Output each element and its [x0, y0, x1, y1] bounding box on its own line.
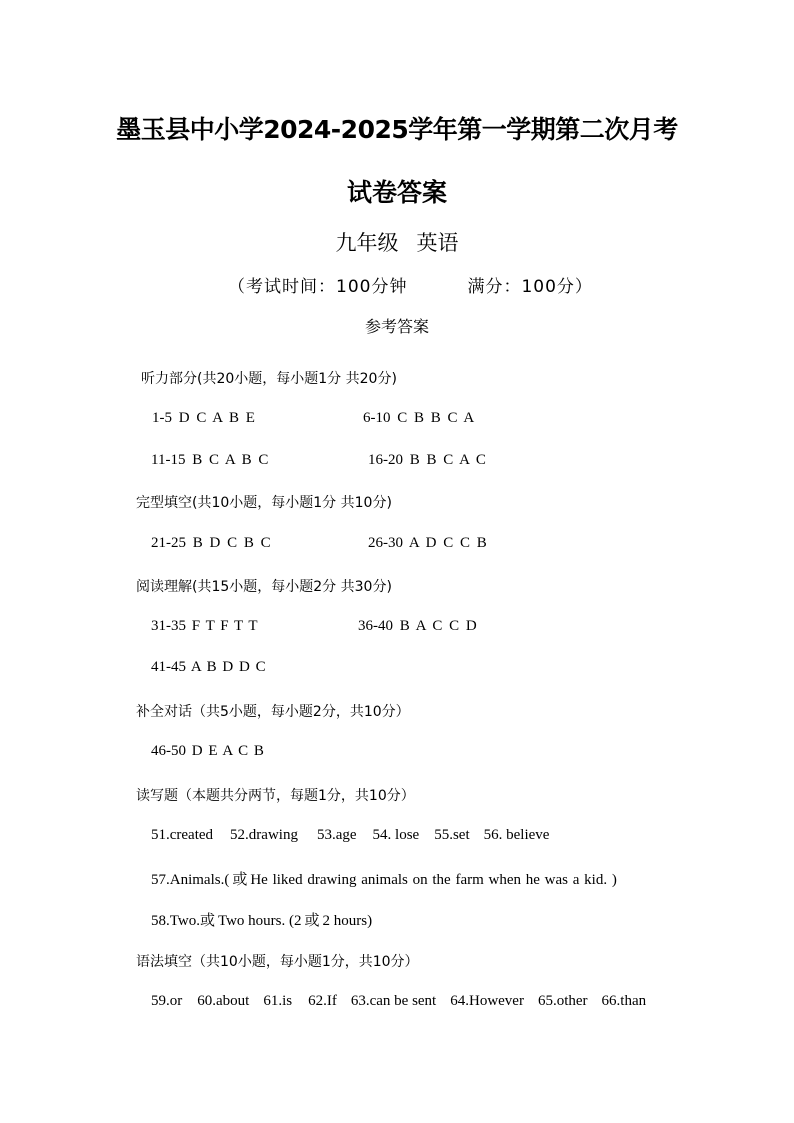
answer-row-16-20: 16-20 B B C A C: [368, 452, 486, 468]
answer-row-59-66: [151, 993, 646, 1010]
answer-54: 54. lose: [372, 827, 420, 843]
answer-65: 65.other: [537, 993, 588, 1009]
section-heading-listening: 听力部分(共20小题，每小题1分 共20分): [141, 371, 397, 387]
section-heading-cloze: 完型填空(共10小题，每小题1分 共10分): [136, 495, 392, 511]
answer-52: 52.drawing: [230, 827, 298, 843]
exam-time: （考试时间：100分钟: [228, 277, 408, 297]
answer-row-26-30: 26-30 A D C C B: [368, 535, 487, 551]
answer-row-6-10: 6-10 C B B C A: [363, 410, 475, 426]
section-heading-grammar: 语法填空（共10小题，每小题1分，共10分）: [136, 954, 419, 970]
answer-row-46-50: 46-50 D E A C B: [151, 743, 264, 759]
answer-row-51-56: [151, 827, 549, 844]
answer-62: 62.If: [308, 993, 337, 1009]
answer-row-41-45: 41-45 A B D D C: [151, 659, 266, 675]
section-heading-reading-writing: 读写题（本题共分两节，每题1分，共10分）: [136, 788, 415, 804]
answer-row-36-40: 36-40 B A C C D: [358, 618, 477, 634]
answer-57: 57.Animals.( 或 He liked drawing animals on the farm when he was a kid. ): [151, 870, 617, 888]
document-subtitle: 试卷答案: [346, 178, 447, 207]
answer-row-11-15: 11-15 B C A B C: [151, 452, 269, 468]
answer-row-1-5: 1-5 D C A B E: [152, 410, 255, 426]
answer-60: 60.about: [197, 993, 250, 1009]
answer-58: 58.Two.或 Two hours. (2 或 2 hours): [151, 911, 373, 929]
answer-66: 66.than: [601, 993, 647, 1009]
answer-64: 64.However: [450, 993, 524, 1009]
answer-55: 55.set: [434, 827, 470, 843]
answer-row-21-25: 21-25 B D C B C: [151, 535, 271, 551]
answer-56: 56. believe: [483, 827, 550, 843]
exam-score: 满分：100分）: [467, 277, 593, 297]
section-heading-dialogue: 补全对话（共5小题，每小题2分，共10分）: [136, 704, 410, 720]
subject-label: 英语: [416, 231, 459, 255]
exam-info: [228, 272, 593, 297]
section-heading-reading: 阅读理解(共15小题，每小题2分 共30分): [136, 579, 392, 595]
answer-59: 59.or: [151, 993, 183, 1009]
answer-61: 61.is: [263, 993, 293, 1009]
document-title: 墨玉县中小学2024-2025学年第一学期第二次月考: [116, 115, 678, 144]
answer-53: 53.age: [316, 827, 357, 843]
grade-label: 九年级: [335, 231, 399, 255]
grade-subject: [0, 227, 794, 257]
answer-63: 63.can be sent: [350, 993, 437, 1009]
answer-row-31-35: 31-35 F T F T T: [151, 618, 258, 634]
answer-51: 51.created: [151, 827, 214, 843]
answer-key-title: 参考答案: [364, 317, 429, 336]
